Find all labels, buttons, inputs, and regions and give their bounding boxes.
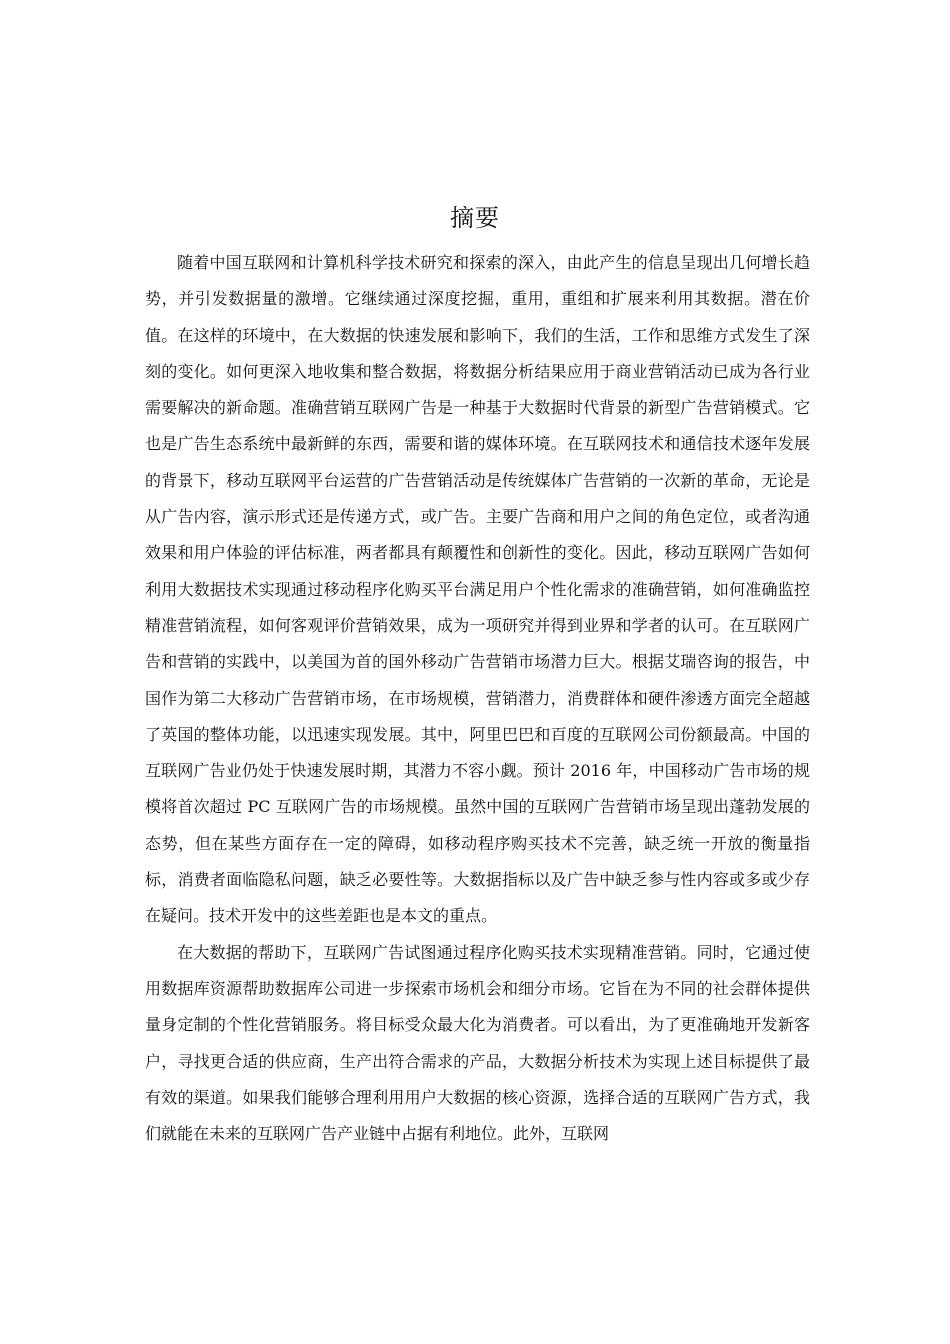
paragraph-2: 在大数据的帮助下，互联网广告试图通过程序化购买技术实现精准营销。同时，它通过使用数据库资源帮助数据库公司进一步探索市场机会和细分市场。它旨在为不同的社会群体提供量身定制的个性化营销服务。将目标受众最大化为消费者。可以看出，为了更准确地开发新客户，寻找更合适的供应商，生产出符合需求的产品，大数据分析技术为实现上述目标提供了最有效的渠道。如果我们能够合理利用用户大数据的核心资源，选择合适的互联网广告方式，我们就能在未来的互联网广告产业链中占据有利地位。此外，互联网: [145, 942, 810, 1144]
paragraph-1: 随着中国互联网和计算机科学技术研究和探索的深入，由此产生的信息呈现出几何增长趋势，并引发数据量的激增。它继续通过深度挖掘，重用，重组和扩展来利用其数据。潜在价值。在这样的环境中，在大数据的快速发展和影响下，我们的生活，工作和思维方式发生了深刻的变化。如何更深入地收集和整合数据，将数据分析结果应用于商业营销活动已成为各行业需要解决的新命题。准确营销互联网广告是一种基于大数据时代背景的新型广告营销模式。它也是广告生态系统中最新鲜的东西，需要和谐的媒体环境。在互联网技术和通信技术逐年发展的背景下，移动互联网平台运营的广告营销活动是传统媒体广告营销的一次新的革命，无论是从广告内容，演示形式还是传递方式，或广告。主要广告商和用户之间的角色定位，或者沟通效果和用户体验的评估标准，两者都具有颠覆性和创新性的变化。因此，移动互联网广告如何利用大数据技术实现通过移动程序化购买平台满足用户个性化需求的准确营销，如何准确监控精准营销流程，如何客观评价营销效果，成为一项研究并得到业界和学者的认可。在互联网广告和营销的实践中，以美国为首的国外移动广告营销市场潜力巨大。根据艾瑞咨询的报告，中国作为第二大移动广告营销市场，在市场规模，营销潜力，消费群体和硬件渗透方面完全超越了英国的整体功能，以迅速实现发展。其中，阿里巴巴和百度的互联网公司份额最高。中国的互联网广告业仍处于快速发展时期，其潜力不容小觑。预计 2016 年，中国移动广告市场的规模将首次超过 PC 互联网广告的市场规模。虽然中国的互联网广告营销市场呈现出蓬勃发展的态势，但在某些方面存在一定的障碍，如移动程序购买技术不完善，缺乏统一开放的衡量指标，消费者面临隐私问题，缺乏必要性等。大数据指标以及广告中缺乏参与性内容或多或少存在疑问。技术开发中的这些差距也是本文的重点。: [145, 253, 810, 926]
abstract-body: [145, 245, 810, 1152]
page-title: 摘要: [450, 204, 500, 232]
